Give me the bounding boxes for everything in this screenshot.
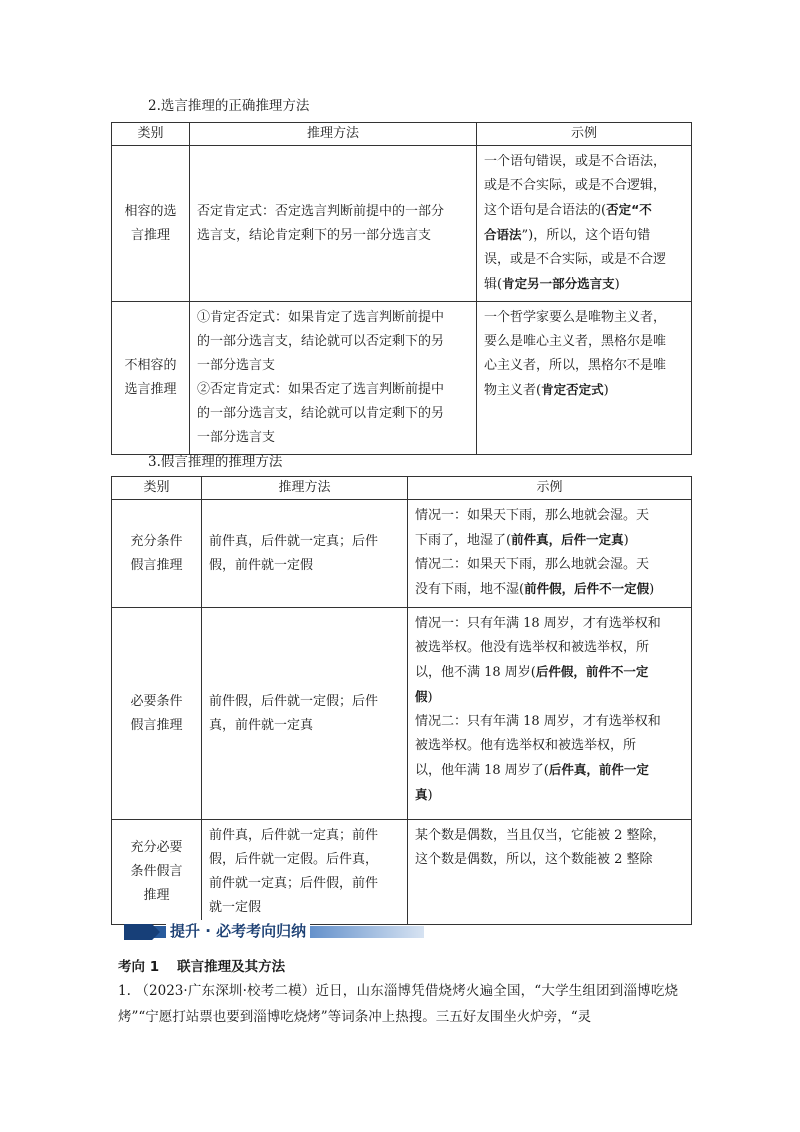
bold-answer: 假	[415, 689, 428, 704]
example-line: 辑(肯定另一部分选言支)	[484, 276, 620, 292]
text-line: 选言支，结论肯定剩下的另一部分选言支	[197, 227, 432, 243]
example-line: 情况二：只有年满 18 周岁，才有选举权和	[415, 714, 661, 729]
header-method: 推理方法	[190, 123, 477, 146]
example-cell	[408, 608, 692, 820]
method-cell	[202, 500, 408, 608]
kaoxiang-title: 联言推理及其方法	[177, 959, 286, 975]
section2-table	[111, 122, 692, 455]
text-line: 的一部分选言支，结论就可以肯定剩下的另	[197, 406, 445, 421]
example-line: 这个语句是合语法的(否定“不	[484, 202, 652, 218]
category-cell	[112, 820, 202, 925]
question-text: 1. （2023·广东深圳·校考二模）近日，山东淄博凭借烧烤火遍全国，“大学生组团到淄博吃烧烤”“宁愿打站票也要到淄博吃烧烤”等词条冲上热搜。三五好友围坐火炉旁，“灵	[118, 983, 678, 1025]
table-row	[112, 820, 692, 925]
example-line: 被选举权。他有选举权和被选举权，所	[415, 738, 637, 753]
method-cell	[202, 608, 408, 820]
text-line: 充分条件	[130, 533, 183, 549]
text-line: ①肯定否定式：如果肯定了选言判断前提中	[197, 310, 445, 325]
method-cell	[202, 820, 408, 925]
text-line: 真，前件就一定真	[209, 717, 314, 733]
text-line: 假，前件就一定假	[209, 557, 314, 573]
text-line: 条件假言	[130, 864, 183, 879]
table-row	[112, 608, 692, 820]
example-line: 一个语句错误，或是不合语法，	[484, 154, 667, 169]
table-row	[112, 500, 692, 608]
example-line: 真)	[415, 787, 433, 803]
text-line: 假言推理	[130, 557, 183, 573]
example-line: 被选举权。他没有选举权和被选举权，所	[415, 640, 650, 655]
text-line: 前件假，后件就一定假；后件	[209, 693, 379, 709]
kaoxiang-label: 考向 1	[118, 959, 160, 975]
table-header-row	[112, 123, 692, 146]
example-cell	[477, 302, 692, 455]
category-cell	[112, 302, 190, 455]
text-line: 前件就一定真；后件假，前件	[209, 876, 379, 891]
text-line: 充分必要	[130, 840, 183, 855]
example-line: 心主义者，所以，黑格尔不是唯	[484, 358, 667, 373]
bold-answer: 肯定否定式	[541, 382, 604, 397]
bold-answer: 后件真，前件一定	[548, 762, 649, 777]
example-line: 这个数是偶数，所以，这个数能被 2 整除	[415, 852, 653, 867]
table-row	[112, 146, 692, 302]
example-cell	[408, 820, 692, 925]
section3-heading: 3.假言推理的推理方法	[148, 454, 283, 470]
bold-answer: 肯定另一部分选言支	[502, 276, 615, 291]
bold-answer: 真	[415, 787, 428, 802]
example-line: 以，他不满 18 周岁(后件假，前件不一定	[415, 664, 649, 680]
method-cell	[190, 302, 477, 455]
example-line: 合语法”)，所以，这个语句错	[484, 227, 651, 243]
text-line: 就一定假	[209, 900, 262, 915]
text-line: 选言推理	[124, 382, 177, 397]
example-line: 情况一：如果天下雨，那么地就会湿。天	[415, 508, 650, 523]
example-line: 或是不合实际，或是不合逻辑，	[484, 178, 667, 193]
example-line: 情况二：如果天下雨，那么地就会湿。天	[415, 557, 650, 572]
text-line: 必要条件	[130, 693, 183, 709]
example-cell	[408, 500, 692, 608]
bold-answer: 前件真，后件一定真	[511, 532, 624, 547]
text-line: 相容的选	[124, 203, 177, 219]
text-line: 否定肯定式：否定选言判断前提中的一部分	[197, 203, 445, 219]
text-line: ②否定肯定式：如果否定了选言判断前提中	[197, 382, 445, 397]
section2-heading: 2.选言推理的正确推理方法	[148, 98, 310, 114]
example-line: 下雨了，地湿了(前件真，后件一定真)	[415, 532, 629, 548]
text-line: 前件真，后件就一定真；前件	[209, 828, 379, 843]
example-line: 以，他年满 18 周岁了(后件真，前件一定	[415, 762, 649, 778]
method-cell	[190, 146, 477, 302]
table-header-row	[112, 477, 692, 500]
text-line: 推理	[143, 888, 170, 903]
text-line: 一部分选言支	[197, 358, 276, 373]
example-line: 假)	[415, 689, 433, 705]
example-line: 没有下雨，地不湿(前件假，后件不一定假)	[415, 581, 655, 597]
bold-answer: 否定“不	[606, 202, 652, 217]
example-cell	[477, 146, 692, 302]
header-category: 类别	[112, 123, 190, 146]
category-cell	[112, 608, 202, 820]
example-line: 物主义者(肯定否定式)	[484, 382, 609, 398]
category-cell	[112, 500, 202, 608]
example-line: 一个哲学家要么是唯物主义者，	[484, 310, 667, 325]
header-example: 示例	[408, 477, 692, 500]
text-line: 假言推理	[130, 717, 183, 733]
header-method: 推理方法	[202, 477, 408, 500]
section3-table	[111, 476, 692, 925]
example-line: 误，或是不合实际，或是不合逻	[484, 252, 667, 267]
bold-answer: 后件假，前件不一定	[535, 664, 649, 679]
bold-answer: 前件假，后件不一定假	[524, 581, 650, 596]
text-line: 的一部分选言支，结论就可以否定剩下的另	[197, 334, 445, 349]
text-line: 一部分选言支	[197, 430, 276, 445]
text-line: 前件真，后件就一定真；后件	[209, 533, 379, 549]
header-category: 类别	[112, 477, 202, 500]
banner-title: 提升 · 必考考向归纳	[166, 920, 310, 942]
kaoxiang-heading	[118, 955, 303, 975]
header-example: 示例	[477, 123, 692, 146]
bold-answer: 合语法	[484, 227, 522, 242]
text-line: 言推理	[130, 227, 170, 243]
example-line: 某个数是偶数，当且仅当，它能被 2 整除，	[415, 828, 666, 843]
example-line: 要么是唯心主义者，黑格尔是唯	[484, 334, 667, 349]
example-line: 情况一：只有年满 18 周岁，才有选举权和	[415, 616, 661, 631]
section-banner	[124, 920, 428, 942]
category-cell	[112, 146, 190, 302]
table-row	[112, 302, 692, 455]
text-line: 不相容的	[124, 358, 177, 373]
text-line: 假，后件就一定假。后件真，	[209, 852, 379, 867]
